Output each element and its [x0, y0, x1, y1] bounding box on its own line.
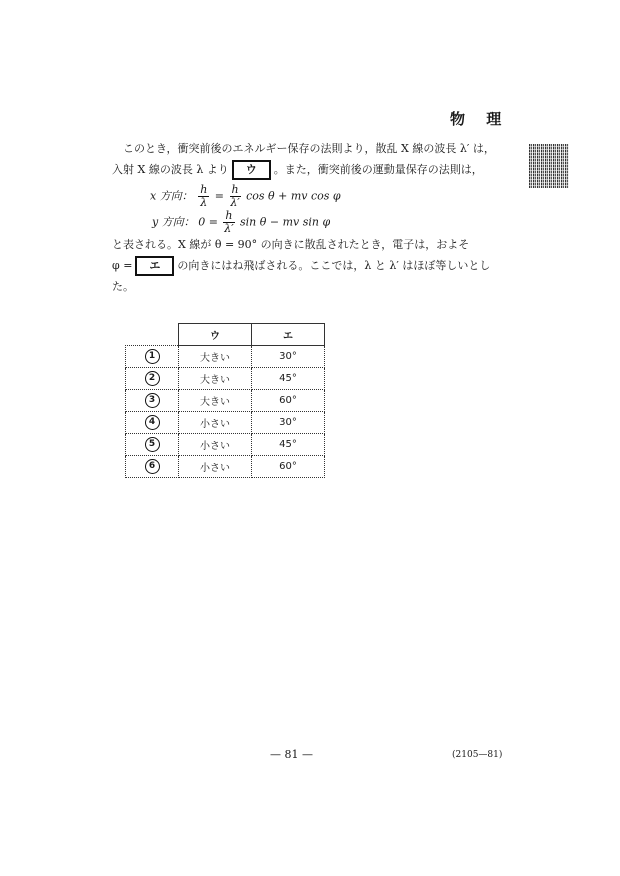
- eq-y-fraction: [223, 210, 234, 235]
- cell-e: 45°: [252, 434, 325, 456]
- table-header-row: [126, 324, 325, 346]
- equation-x: [150, 184, 341, 209]
- eq-x-rest: cos θ + mv cos φ: [246, 189, 341, 203]
- para2-line2-before: φ =: [112, 259, 133, 272]
- para1-line2-after: 。また，衝突前後の運動量保存の法則は，: [273, 163, 483, 176]
- blank-e: エ: [135, 256, 174, 276]
- answer-table: [125, 323, 325, 478]
- table-header-e: エ: [252, 324, 325, 346]
- table-row: [126, 412, 325, 434]
- eq-x-f1-num: h: [200, 183, 208, 196]
- cell-e: 30°: [252, 346, 325, 368]
- cell-u: 大きい: [179, 368, 252, 390]
- table-header-empty: [126, 324, 179, 346]
- para1-line1: このとき，衝突前後のエネルギー保存の法則より，散乱 X 線の波長 λ′ は，: [123, 142, 495, 155]
- cell-e: 60°: [252, 456, 325, 478]
- equation-y: [152, 210, 330, 235]
- eq-y-rest: sin θ − mv sin φ: [240, 215, 331, 229]
- table-row: [126, 456, 325, 478]
- eq-x-f1-den: λ: [200, 196, 208, 209]
- choice-number[interactable]: 4: [145, 415, 160, 430]
- cell-u: 小さい: [179, 412, 252, 434]
- page-number: — 81 —: [270, 748, 313, 761]
- eq-y-f-den: λ′: [224, 222, 234, 235]
- table-row: [126, 346, 325, 368]
- choice-number-cell: [126, 412, 179, 434]
- qr-code-icon: [529, 144, 569, 188]
- para2-line2-after: の向きにはね飛ばされる。ここでは，λ と λ′ はほぼ等しいとし: [177, 259, 491, 272]
- choice-number-cell: [126, 456, 179, 478]
- blank-u: ウ: [232, 160, 271, 180]
- eq-y-prefix: y 方向： 0 =: [152, 215, 218, 229]
- choice-number[interactable]: 2: [145, 371, 160, 386]
- cell-u: 大きい: [179, 346, 252, 368]
- choice-number-cell: [126, 434, 179, 456]
- table-row: [126, 390, 325, 412]
- choice-number[interactable]: 5: [145, 437, 160, 452]
- cell-u: 小さい: [179, 456, 252, 478]
- paragraph-1: [112, 138, 502, 180]
- choice-number[interactable]: 1: [145, 349, 160, 364]
- eq-x-fraction-1: [198, 184, 209, 209]
- choice-number-cell: [126, 346, 179, 368]
- eq-y-f-num: h: [225, 209, 233, 222]
- cell-u: 大きい: [179, 390, 252, 412]
- eq-x-f2-den: λ′: [230, 196, 240, 209]
- eq-x-f2-num: h: [231, 183, 239, 196]
- para1-line2-before: 入射 X 線の波長 λ より: [112, 163, 229, 176]
- choice-number[interactable]: 3: [145, 393, 160, 408]
- cell-e: 45°: [252, 368, 325, 390]
- eq-x-fraction-2: [230, 184, 241, 209]
- eq-x-equals: =: [214, 189, 225, 203]
- para2-line3: た。: [112, 280, 134, 293]
- para2-line1: と表される。X 線が θ = 90° の向きに散乱されたとき，電子は，およそ: [112, 238, 470, 251]
- choice-number[interactable]: 6: [145, 459, 160, 474]
- choice-number-cell: [126, 368, 179, 390]
- para1-line2: [112, 159, 502, 180]
- subject-header: 物 理: [450, 110, 510, 128]
- eq-x-prefix: x 方向：: [150, 189, 193, 203]
- cell-u: 小さい: [179, 434, 252, 456]
- para2-line2: [112, 255, 502, 276]
- table-row: [126, 434, 325, 456]
- table-row: [126, 368, 325, 390]
- table-header-u: ウ: [179, 324, 252, 346]
- cell-e: 30°: [252, 412, 325, 434]
- table-body: [126, 346, 325, 478]
- paragraph-2: [112, 234, 502, 297]
- choice-number-cell: [126, 390, 179, 412]
- page-code: (2105—81): [452, 750, 503, 760]
- cell-e: 60°: [252, 390, 325, 412]
